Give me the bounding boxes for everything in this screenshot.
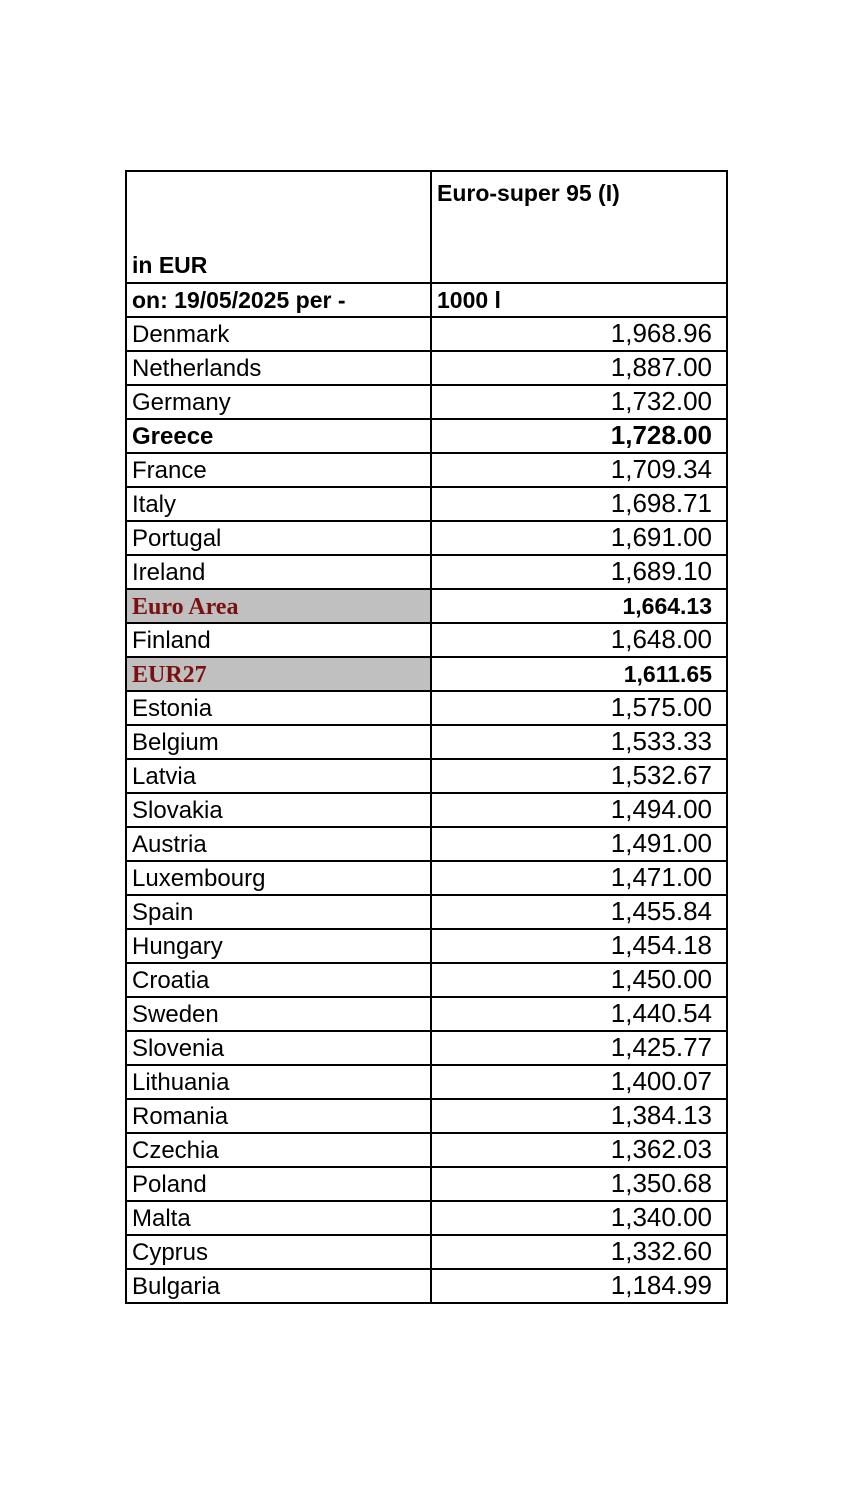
table-row xyxy=(126,453,727,487)
price-cell: 1,184.99 xyxy=(431,1269,727,1303)
country-cell: Luxembourg xyxy=(126,861,431,895)
price-cell: 1,425.77 xyxy=(431,1031,727,1065)
country-cell: Belgium xyxy=(126,725,431,759)
table-row xyxy=(126,895,727,929)
price-cell: 1,575.00 xyxy=(431,691,727,725)
country-cell: Finland xyxy=(126,623,431,657)
table-row xyxy=(126,1099,727,1133)
table-row xyxy=(126,1031,727,1065)
country-cell: Slovenia xyxy=(126,1031,431,1065)
table-row xyxy=(126,793,727,827)
table-row-highlight xyxy=(126,419,727,453)
country-cell: Romania xyxy=(126,1099,431,1133)
quantity-label: 1000 l xyxy=(431,283,727,317)
price-cell: 1,454.18 xyxy=(431,929,727,963)
price-cell: 1,691.00 xyxy=(431,521,727,555)
aggregate-row-eur27 xyxy=(126,657,727,691)
country-cell: Spain xyxy=(126,895,431,929)
country-cell: Bulgaria xyxy=(126,1269,431,1303)
price-cell: 1,689.10 xyxy=(431,555,727,589)
price-cell: 1,362.03 xyxy=(431,1133,727,1167)
aggregate-label: Euro Area xyxy=(126,589,431,623)
table-row xyxy=(126,487,727,521)
price-cell: 1,400.07 xyxy=(431,1065,727,1099)
country-cell: Latvia xyxy=(126,759,431,793)
country-cell: Netherlands xyxy=(126,351,431,385)
price-cell: 1,648.00 xyxy=(431,623,727,657)
table-row xyxy=(126,725,727,759)
price-cell: 1,732.00 xyxy=(431,385,727,419)
table-row xyxy=(126,1201,727,1235)
price-cell: 1,455.84 xyxy=(431,895,727,929)
table-row xyxy=(126,1065,727,1099)
column-title: Euro-super 95 (I) xyxy=(431,171,727,283)
price-cell: 1,450.00 xyxy=(431,963,727,997)
country-cell: Denmark xyxy=(126,317,431,351)
country-cell: Greece xyxy=(126,419,431,453)
table-row xyxy=(126,861,727,895)
country-cell: Italy xyxy=(126,487,431,521)
header-row xyxy=(126,171,727,283)
price-cell: 1,533.33 xyxy=(431,725,727,759)
country-cell: Hungary xyxy=(126,929,431,963)
table-row xyxy=(126,1133,727,1167)
country-cell: Lithuania xyxy=(126,1065,431,1099)
country-cell: France xyxy=(126,453,431,487)
country-cell: Germany xyxy=(126,385,431,419)
table-row xyxy=(126,317,727,351)
table-row xyxy=(126,1235,727,1269)
price-cell: 1,728.00 xyxy=(431,419,727,453)
table-row xyxy=(126,1269,727,1303)
table-row xyxy=(126,623,727,657)
price-cell: 1,340.00 xyxy=(431,1201,727,1235)
table-row xyxy=(126,929,727,963)
country-cell: Sweden xyxy=(126,997,431,1031)
country-cell: Cyprus xyxy=(126,1235,431,1269)
table-row xyxy=(126,385,727,419)
country-cell: Czechia xyxy=(126,1133,431,1167)
country-cell: Ireland xyxy=(126,555,431,589)
country-cell: Portugal xyxy=(126,521,431,555)
table-row xyxy=(126,351,727,385)
price-cell: 1,968.96 xyxy=(431,317,727,351)
table-row xyxy=(126,759,727,793)
price-cell: 1,532.67 xyxy=(431,759,727,793)
country-cell: Estonia xyxy=(126,691,431,725)
price-cell: 1,491.00 xyxy=(431,827,727,861)
country-cell: Austria xyxy=(126,827,431,861)
fuel-price-table xyxy=(125,170,728,1304)
country-cell: Poland xyxy=(126,1167,431,1201)
table-row xyxy=(126,827,727,861)
table-row xyxy=(126,1167,727,1201)
price-cell: 1,698.71 xyxy=(431,487,727,521)
table-row xyxy=(126,555,727,589)
price-cell: 1,887.00 xyxy=(431,351,727,385)
price-cell: 1,709.34 xyxy=(431,453,727,487)
country-cell: Croatia xyxy=(126,963,431,997)
table-row xyxy=(126,997,727,1031)
date-label: on: 19/05/2025 per - xyxy=(126,283,431,317)
price-cell: 1,332.60 xyxy=(431,1235,727,1269)
aggregate-label: EUR27 xyxy=(126,657,431,691)
price-cell: 1,384.13 xyxy=(431,1099,727,1133)
country-cell: Malta xyxy=(126,1201,431,1235)
country-cell: Slovakia xyxy=(126,793,431,827)
aggregate-row-euro-area xyxy=(126,589,727,623)
date-row xyxy=(126,283,727,317)
price-cell: 1,440.54 xyxy=(431,997,727,1031)
table-row xyxy=(126,963,727,997)
price-cell: 1,494.00 xyxy=(431,793,727,827)
unit-header: in EUR xyxy=(126,171,431,283)
aggregate-price: 1,611.65 xyxy=(431,657,727,691)
price-cell: 1,350.68 xyxy=(431,1167,727,1201)
table-row xyxy=(126,521,727,555)
table-row xyxy=(126,691,727,725)
aggregate-price: 1,664.13 xyxy=(431,589,727,623)
price-cell: 1,471.00 xyxy=(431,861,727,895)
